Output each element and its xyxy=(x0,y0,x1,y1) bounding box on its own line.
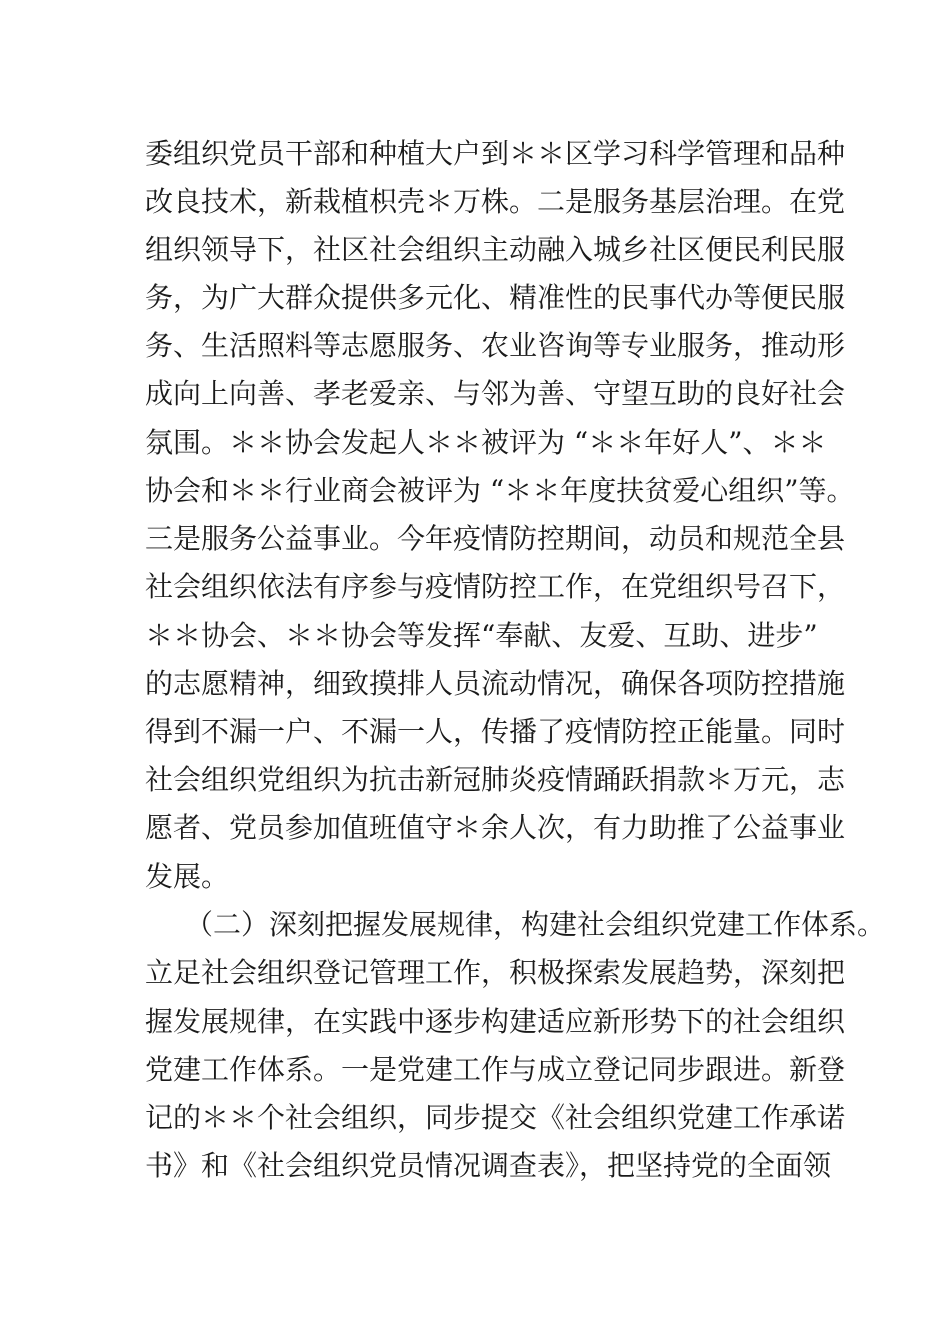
body-text-line: 党建工作体系。一是党建工作与成立登记同步跟进。新登 xyxy=(145,1053,846,1086)
body-text-line: 三是服务公益事业。今年疫情防控期间，动员和规范全县 xyxy=(145,522,846,555)
body-text-line: 社会组织依法有序参与疫情防控工作，在党组织号召下， xyxy=(145,570,846,603)
body-text-line: 氛围。＊＊协会发起人＊＊被评为 “＊＊年好人”、＊＊ xyxy=(145,426,827,459)
body-text-line: 组织领导下，社区社会组织主动融入城乡社区便民利民服 xyxy=(145,233,846,266)
body-text-line: 委组织党员干部和种植大户到＊＊区学习科学管理和品种 xyxy=(145,137,846,170)
body-text-line: 书》和《社会组织党员情况调查表》，把坚持党的全面领 xyxy=(145,1149,832,1182)
body-text-line: 愿者、党员参加值班值守＊余人次，有力助推了公益事业 xyxy=(145,811,846,844)
body-text-line: ＊＊协会、＊＊协会等发挥“奉献、友爱、互助、进步” xyxy=(145,619,818,652)
body-text-line: 务，为广大群众提供多元化、精准性的民事代办等便民服 xyxy=(145,281,846,314)
body-text-line: 务、生活照料等志愿服务、农业咨询等专业服务，推动形 xyxy=(145,329,846,362)
section-heading: （二）深刻把握发展规律，构建社会组织党建工作体系。 xyxy=(185,908,886,941)
body-text-line: 成向上向善、孝老爱亲、与邻为善、守望互助的良好社会 xyxy=(145,377,846,410)
body-text-line: 握发展规律，在实践中逐步构建适应新形势下的社会组织 xyxy=(145,1005,846,1038)
body-text-line: 得到不漏一户、不漏一人，传播了疫情防控正能量。同时 xyxy=(145,715,846,748)
body-text-line: 协会和＊＊行业商会被评为 “＊＊年度扶贫爱心组织”等。 xyxy=(145,474,855,507)
body-text-line: 记的＊＊个社会组织，同步提交《社会组织党建工作承诺 xyxy=(145,1101,846,1134)
body-text-line: 立足社会组织登记管理工作，积极探索发展趋势，深刻把 xyxy=(145,956,846,989)
body-text-line: 发展。 xyxy=(145,860,230,893)
body-text-line: 改良技术，新栽植枳壳＊万株。二是服务基层治理。在党 xyxy=(145,185,846,218)
body-text-line: 社会组织党组织为抗击新冠肺炎疫情踊跃捐款＊万元，志 xyxy=(145,763,846,796)
body-text-line: 的志愿精神，细致摸排人员流动情况，确保各项防控措施 xyxy=(145,667,846,700)
